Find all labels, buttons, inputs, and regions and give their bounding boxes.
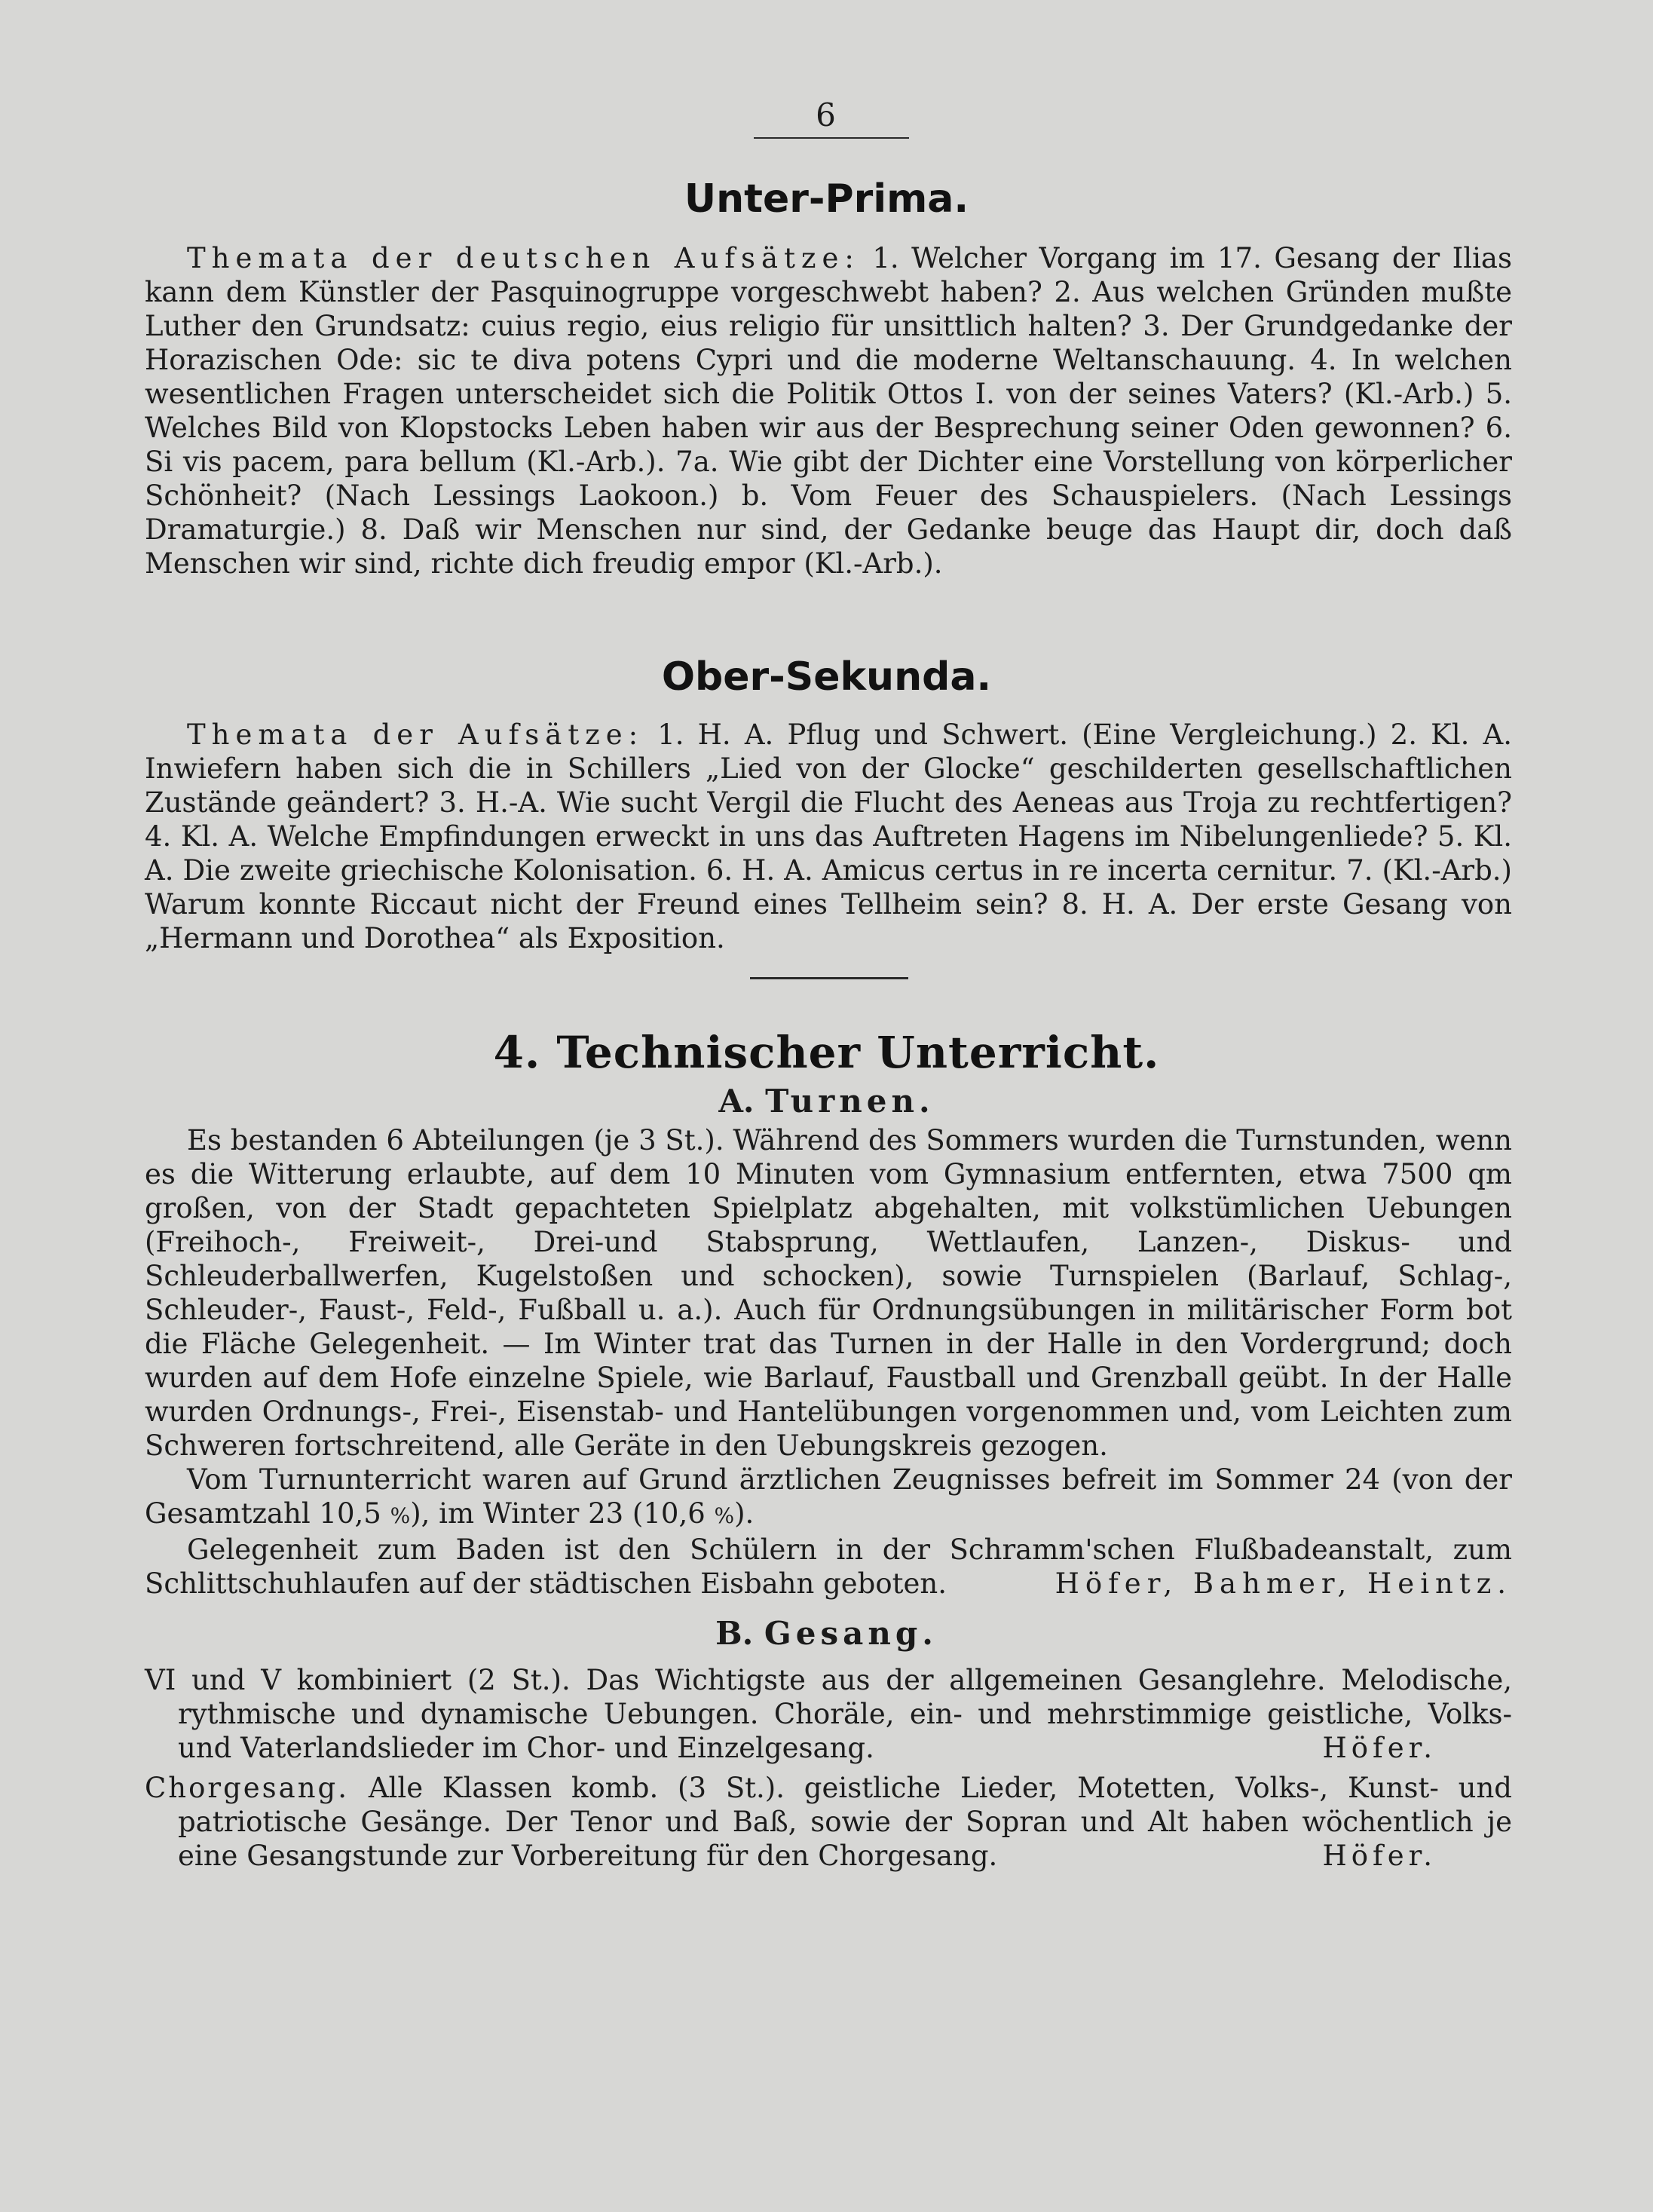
ober-sekunda-body: 1. H. A. Pflug und Schwert. (Eine Vergleichung.) 2. Kl. A. Inwiefern haben sich die in Schillers „Lied von der Glocke“ geschilderten gesellschaftlichen Zustände geändert? 3. H.-A. Wie sucht Vergil die Flucht des Aeneas aus Troja zu rechtfertigen? 4. Kl. A. Welche Empfindungen erweckt in uns das Auftreten Hagens im Nibelungenliede? 5. Kl. A. Die zweite griechische Kolonisation. 6. H. A. Amicus certus in re incerta cernitur. 7. (Kl.-Arb.) Warum konnte Riccaut nicht der Freund eines Tellheim sein? 8. H. A. Der erste Gesang von „Hermann und Dorothea“ als Exposition.: [145, 718, 1512, 954]
turnen-p3-text: Gelegenheit zum Baden ist den Schülern in der Schramm'schen Flußbadeanstalt, zum Schlittschuhlaufen auf der städtischen Eisbahn geboten.: [145, 1533, 1512, 1600]
gesang-item-2: [145, 1771, 1512, 1873]
turnen-heading: [0, 1083, 1653, 1120]
technischer-unterricht-heading: 4. Technischer Unterricht.: [493, 1027, 1160, 1078]
turnen-paragraph-2: [145, 1463, 1512, 1533]
gesang-item-2-signature: Höfer.: [1322, 1840, 1437, 1872]
unter-prima-section: [145, 241, 1512, 581]
turnen-heading-word: Turnen.: [765, 1083, 935, 1120]
unter-prima-label: Themata der deutschen Aufsätze:: [187, 242, 860, 274]
ober-sekunda-label: Themata der Aufsätze:: [187, 718, 644, 751]
unter-prima-paragraph: [145, 241, 1512, 581]
gesang-item-2-label: Chorgesang.: [145, 1772, 350, 1804]
gesang-section: [145, 1663, 1512, 1873]
ober-sekunda-paragraph: [145, 718, 1512, 955]
ober-sekunda-section: [145, 718, 1512, 955]
gesang-item-1-signature: Höfer.: [1322, 1732, 1437, 1764]
gesang-item-2-body: Alle Klassen komb. (3 St.). geistliche Lieder, Motetten, Volks-, Kunst- und patriotische Gesänge. Der Tenor und Baß, sowie der Sopran und Alt haben wöchentlich je eine Gesangstunde zur Vorbereitung für den Chorgesang.: [178, 1772, 1512, 1872]
gesang-item-1-body: Das Wichtigste aus der allgemeinen Gesanglehre. Melodische, rythmische und dynamische Uebungen. Choräle, ein- und mehrstimmige geistliche, Volks- und Vaterlandslieder im Chor- und Einzelgesang.: [178, 1664, 1512, 1764]
turnen-paragraph-3: [145, 1533, 1512, 1601]
turnen-signature: Höfer, Bahmer, Heintz.: [1055, 1567, 1512, 1600]
turnen-heading-prefix: A.: [718, 1083, 755, 1120]
turnen-p2-e: ).: [734, 1497, 755, 1530]
section-divider: [750, 977, 908, 979]
turnen-section: [145, 1123, 1512, 1601]
turnen-p2-c: ), im Winter 23 (10,6: [410, 1497, 715, 1530]
ober-sekunda-heading: Ober-Sekunda.: [661, 654, 992, 700]
gesang-heading: [0, 1615, 1653, 1652]
gesang-heading-word: Gesang.: [764, 1615, 938, 1652]
gesang-item-1: [145, 1663, 1512, 1765]
unter-prima-heading: Unter-Prima.: [684, 176, 969, 222]
turnen-p2-a: Vom Turnunterricht waren auf Grund ärztlichen Zeugnisses befreit im Sommer 24 (von der Gesamtzahl 10,5: [145, 1463, 1512, 1530]
turnen-p2-percent-2: %: [714, 1503, 735, 1528]
gesang-heading-prefix: B.: [715, 1615, 754, 1652]
page-number-rule: [754, 137, 909, 139]
page-number: 6: [816, 97, 837, 133]
turnen-p2-percent-1: %: [390, 1503, 411, 1528]
turnen-paragraph-1: Es bestanden 6 Abteilungen (je 3 St.). Während des Sommers wurden die Turnstunden, wenn es die Witterung erlaubte, auf dem 10 Minuten vom Gymnasium entfernten, etwa 7500 qm großen, von der Stadt gepachteten Spielplatz abgehalten, mit volkstümlichen Uebungen (Freihoch-, Freiweit-, Drei-und Stabsprung, Wettlaufen, Lanzen-, Diskus- und Schleuderballwerfen, Kugelstoßen und schocken), sowie Turnspielen (Barlauf, Schlag-, Schleuder-, Faust-, Feld-, Fußball u. a.). Auch für Ordnungsübungen in militärischer Form bot die Fläche Gelegenheit. — Im Winter trat das Turnen in der Halle in den Vordergrund; doch wurden auf dem Hofe einzelne Spiele, wie Barlauf, Faustball und Grenzball geübt. In der Halle wurden Ordnungs-, Frei-, Eisenstab- und Hantelübungen vorgenommen und, vom Leichten zum Schweren fortschreitend, alle Geräte in den Uebungskreis gezogen.: [145, 1124, 1512, 1462]
gesang-item-1-label: VI und V kombiniert (2 St.).: [145, 1664, 571, 1696]
unter-prima-body: 1. Welcher Vorgang im 17. Gesang der Ilias kann dem Künstler der Pasquinogruppe vorgeschwebt haben? 2. Aus welchen Gründen mußte Luther den Grundsatz: cuius regio, eius religio für unsittlich halten? 3. Der Grundgedanke der Horazischen Ode: sic te diva potens Cypri und die moderne Weltanschauung. 4. In welchen wesentlichen Fragen unterscheidet sich die Politik Ottos I. von der seines Vaters? (Kl.-Arb.) 5. Welches Bild von Klopstocks Leben haben wir aus der Besprechung seiner Oden gewonnen? 6. Si vis pacem, para bellum (Kl.-Arb.). 7a. Wie gibt der Dichter eine Vorstellung von körperlicher Schönheit? (Nach Lessings Laokoon.) b. Vom Feuer des Schauspielers. (Nach Lessings Dramaturgie.) 8. Daß wir Menschen nur sind, der Gedanke beuge das Haupt dir, doch daß Menschen wir sind, richte dich freudig empor (Kl.-Arb.).: [145, 242, 1512, 580]
